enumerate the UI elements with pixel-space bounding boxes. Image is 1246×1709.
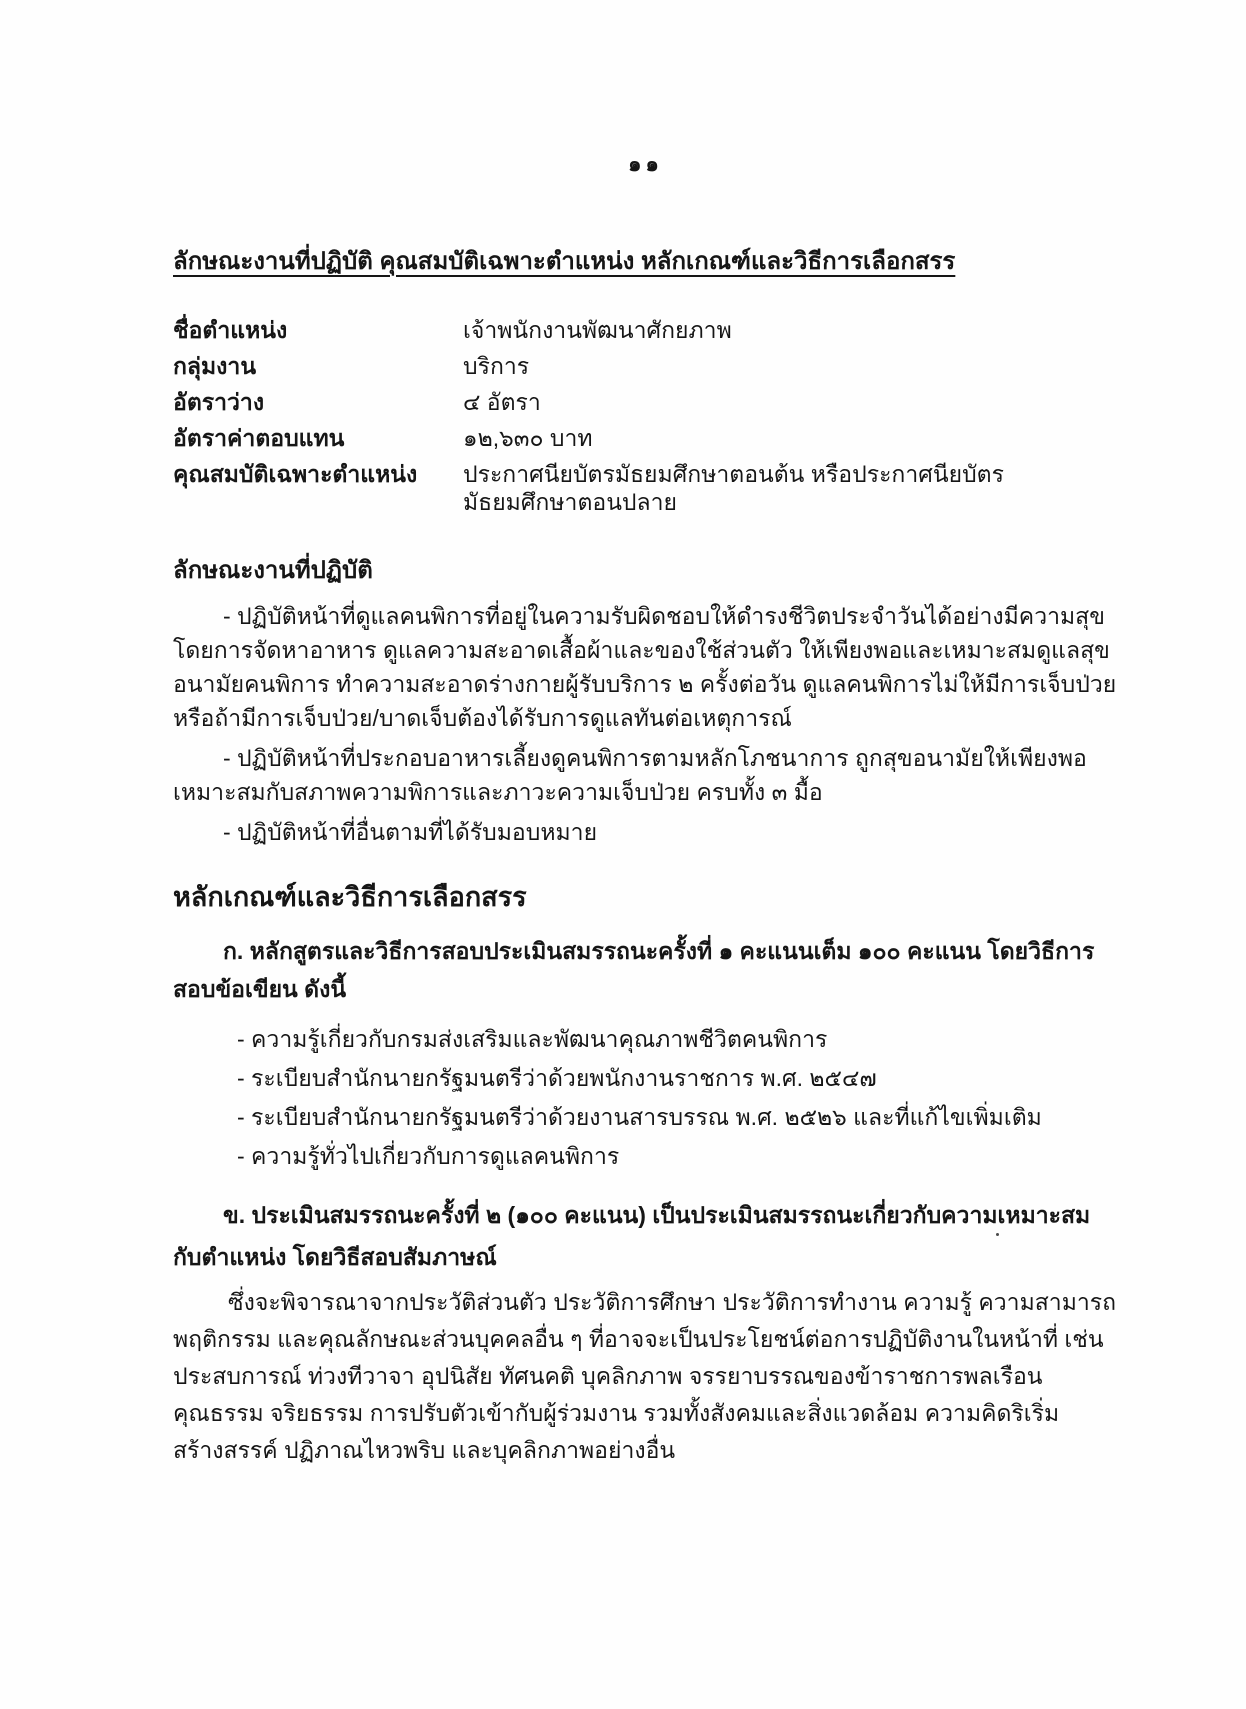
job-duty-paragraph: - ปฏิบัติหน้าที่อื่นตามที่ได้รับมอบหมาย (223, 819, 598, 845)
work-group-label: กลุ่มงาน (173, 353, 257, 379)
exam-topic-item: - ความรู้ทั่วไปเกี่ยวกับการดูแลคนพิการ (237, 1143, 620, 1169)
interview-consideration-paragraph: ซึ่งจะพิจารณาจากประวัติส่วนตัว ประวัติการศึกษา ประวัติการทำงาน ความรู้ ความสามารถ พฤติกรรม และคุณลักษณะส่วนบุคคลอื่น ๆ ที่อาจจะเป็นประโยชน์ต่อการปฏิบัติงานในหน้าที่ เช่น ประสบการณ์ ท่วงทีวาจา อุปนิสัย ทัศนคติ บุคลิกภาพ จรรยาบรรณของข้าราชการพลเรือน คุณธรรม จริยธรรม การปรับตัวเข้ากับผู้ร่วมงาน รวมทั้งสังคมและสิ่งแวดล้อม ความคิดริเริ่มสร้างสรรค์ ปฏิภาณไหวพริบ และบุคลิกภาพอย่างอื่น (173, 1289, 1117, 1463)
qualification-label: คุณสมบัติเฉพาะตำแหน่ง (173, 461, 418, 487)
table-row (173, 352, 1118, 380)
exam-part-b-intro: ข. ประเมินสมรรถนะครั้งที่ ๒ (๑๐๐ คะแนน) เป็นประเมินสมรรถนะเกี่ยวกับความเหมาะสมกับตำแหน่ง โดยวิธีสอบสัมภาษณ์ (173, 1202, 1091, 1270)
table-row (173, 424, 1118, 452)
page-content (173, 0, 1118, 1469)
document-title: ลักษณะงานที่ปฏิบัติ คุณสมบัติเฉพาะตำแหน่ง หลักเกณฑ์และวิธีการเลือกสรร (173, 248, 956, 275)
position-name-label: ชื่อตำแหน่ง (173, 317, 288, 343)
position-details-table (173, 316, 1118, 516)
table-row (173, 388, 1118, 416)
section-job-description (173, 550, 1118, 849)
exam-topic-item: - ระเบียบสำนักนายกรัฐมนตรีว่าด้วยพนักงานราชการ พ.ศ. ๒๕๔๗ (237, 1065, 877, 1091)
page-number: ๑๑ (628, 153, 663, 176)
vacancy-count-label: อัตราว่าง (173, 389, 265, 415)
table-row (173, 460, 1118, 516)
scan-speck-dot (996, 1233, 999, 1236)
job-duty-paragraph: - ปฏิบัติหน้าที่ประกอบอาหารเลี้ยงดูคนพิการตามหลักโภชนาการ ถูกสุขอนามัยให้เพียงพอเหมาะสมกับสภาพความพิการและภาวะความเจ็บป่วย ครบทั้ง ๓ มื้อ (173, 745, 1087, 805)
exam-topic-item: - ความรู้เกี่ยวกับกรมส่งเสริมและพัฒนาคุณภาพชีวิตคนพิการ (237, 1026, 828, 1052)
selection-criteria-heading: หลักเกณฑ์และวิธีการเลือกสรร (173, 882, 527, 912)
job-duty-paragraph: - ปฏิบัติหน้าที่ดูแลคนพิการที่อยู่ในความรับผิดชอบให้ดำรงชีวิตประจำวันได้อย่างมีความสุข โดยการจัดหาอาหาร ดูแลความสะอาดเสื้อผ้าและของใช้ส่วนตัว ให้เพียงพอและเหมาะสมดูแลสุขอนามัยคนพิการ ทำความสะอาดร่างกายผู้รับบริการ ๒ ครั้งต่อวัน ดูแลคนพิการไม่ให้มีการเจ็บป่วยหรือถ้ามีการเจ็บป่วย/บาดเจ็บต้องได้รับการดูแลทันต่อเหตุการณ์ (173, 603, 1117, 731)
work-group-value: บริการ (463, 353, 530, 379)
section-selection-criteria (173, 875, 1118, 1469)
qualification-value: ประกาศนียบัตรมัธยมศึกษาตอนต้น หรือประกาศนียบัตรมัธยมศึกษาตอนปลาย (463, 461, 1004, 515)
written-exam-topics-list (173, 1020, 1118, 1176)
compensation-label: อัตราค่าตอบแทน (173, 425, 345, 451)
exam-part-a-intro: ก. หลักสูตรและวิธีการสอบประเมินสมรรถนะครั้งที่ ๑ คะแนนเต็ม ๑๐๐ คะแนน โดยวิธีการสอบข้อเขียน ดังนี้ (173, 938, 1095, 1002)
exam-topic-item: - ระเบียบสำนักนายกรัฐมนตรีว่าด้วยงานสารบรรณ พ.ศ. ๒๕๒๖ และที่แก้ไขเพิ่มเติม (237, 1104, 1042, 1130)
compensation-value: ๑๒,๖๓๐ บาท (463, 425, 593, 451)
table-row (173, 316, 1118, 344)
job-description-heading: ลักษณะงานที่ปฏิบัติ (173, 557, 373, 584)
vacancy-count-value: ๔ อัตรา (463, 389, 541, 415)
position-name-value: เจ้าพนักงานพัฒนาศักยภาพ (463, 317, 732, 343)
